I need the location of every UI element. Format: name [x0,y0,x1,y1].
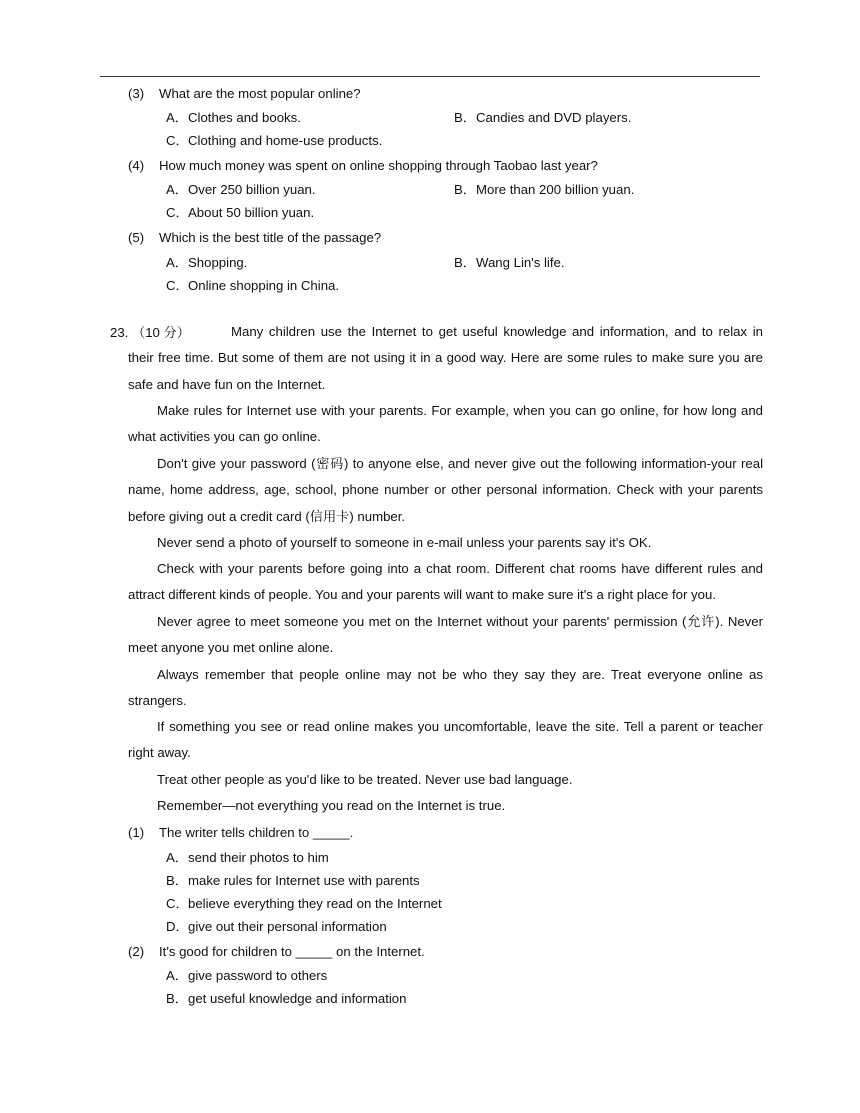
question-5 [128,231,381,244]
option-text: send their photos to him [188,850,329,865]
question-text: The writer tells children to _____. [159,825,354,840]
option-text: Candies and DVD players. [476,110,632,125]
option-letter: C． [166,278,189,293]
header-rule [100,76,760,77]
question-number: 23. [110,325,129,340]
option-c[interactable] [166,897,442,910]
option-letter: B． [454,255,476,270]
option-text: Online shopping in China. [188,278,340,293]
option-a[interactable] [166,183,316,196]
option-text: Clothes and books. [188,110,301,125]
option-letter: A． [166,110,188,125]
option-b[interactable] [454,111,631,124]
option-text: get useful knowledge and information [188,991,407,1006]
option-c[interactable] [166,134,382,147]
question-number: (2) [128,944,145,959]
option-text: Clothing and home-use products. [188,133,383,148]
question-23-1 [128,826,353,839]
passage-paragraph: Remember—not everything you read on the Internet is true. [157,798,506,813]
points-label: （10 分） [132,325,190,340]
question-text: How much money was spent on online shopping through Taobao last year? [159,158,598,173]
option-c[interactable] [166,279,339,292]
option-a[interactable] [166,851,329,864]
passage-paragraph: Never send a photo of yourself to someone in e-mail unless your parents say it's OK. [157,535,652,550]
question-23-2 [128,945,425,958]
option-text: Shopping. [188,255,248,270]
question-number: (3) [128,86,145,101]
question-number: (5) [128,230,145,245]
option-a[interactable] [166,256,247,269]
passage-paragraph: Treat other people as you'd like to be treated. Never use bad language. [157,772,573,787]
option-letter: B． [166,873,188,888]
option-text: give out their personal information [188,919,387,934]
question-number: (1) [128,825,145,840]
option-letter: A． [166,255,188,270]
passage-paragraph: Make rules for Internet use with your parents. For example, when you can go online, for how long and what activities you can go online. [128,403,763,445]
option-letter: B． [454,110,476,125]
option-a[interactable] [166,969,327,982]
passage-paragraph: Check with your parents before going into a chat room. Different chat rooms have different rules and attract different kinds of people. You and your parents will want to make sure it's a right place for you. [128,561,763,603]
passage-paragraph: Never agree to meet someone you met on the Internet without your parents' permission (允许). Never meet anyone you met online alone. [128,614,763,656]
option-letter: B． [454,182,476,197]
option-letter: A． [166,182,188,197]
option-text: About 50 billion yuan. [188,205,315,220]
option-letter: D． [166,919,189,934]
option-letter: C． [166,896,189,911]
question-text: It's good for children to _____ on the Internet. [159,944,425,959]
passage-paragraph: Always remember that people online may not be who they say they are. Treat everyone online as strangers. [128,667,763,709]
option-text: More than 200 billion yuan. [476,182,635,197]
question-3 [128,87,361,100]
passage-paragraph: Many children use the Internet to get useful knowledge and information, and to relax in their free time. But some of them are not using it in a good way. Here are some rules to make sure you are safe and have fun on the Internet. [128,324,763,392]
question-text: Which is the best title of the passage? [159,230,382,245]
option-c[interactable] [166,206,314,219]
option-text: Over 250 billion yuan. [188,182,316,197]
question-text: What are the most popular online? [159,86,361,101]
option-text: give password to others [188,968,328,983]
option-letter: C． [166,205,189,220]
option-b[interactable] [454,183,634,196]
option-letter: B． [166,991,188,1006]
option-text: Wang Lin's life. [476,255,565,270]
option-b[interactable] [166,874,420,887]
option-letter: A． [166,968,188,983]
option-b[interactable] [454,256,565,269]
question-number: (4) [128,158,145,173]
option-d[interactable] [166,920,387,933]
passage-paragraph: If something you see or read online makes you uncomfortable, leave the site. Tell a parent or teacher right away. [128,719,763,761]
option-text: believe everything they read on the Internet [188,896,442,911]
option-b[interactable] [166,992,406,1005]
option-letter: C． [166,133,189,148]
option-letter: A． [166,850,188,865]
option-a[interactable] [166,111,301,124]
passage-paragraph: Don't give your password (密码) to anyone else, and never give out the following information-your real name, home address, age, school, phone number or other personal information. Check with your parents before giving out a credit card (信用卡) number. [128,456,763,524]
option-text: make rules for Internet use with parents [188,873,420,888]
question-4 [128,159,598,172]
